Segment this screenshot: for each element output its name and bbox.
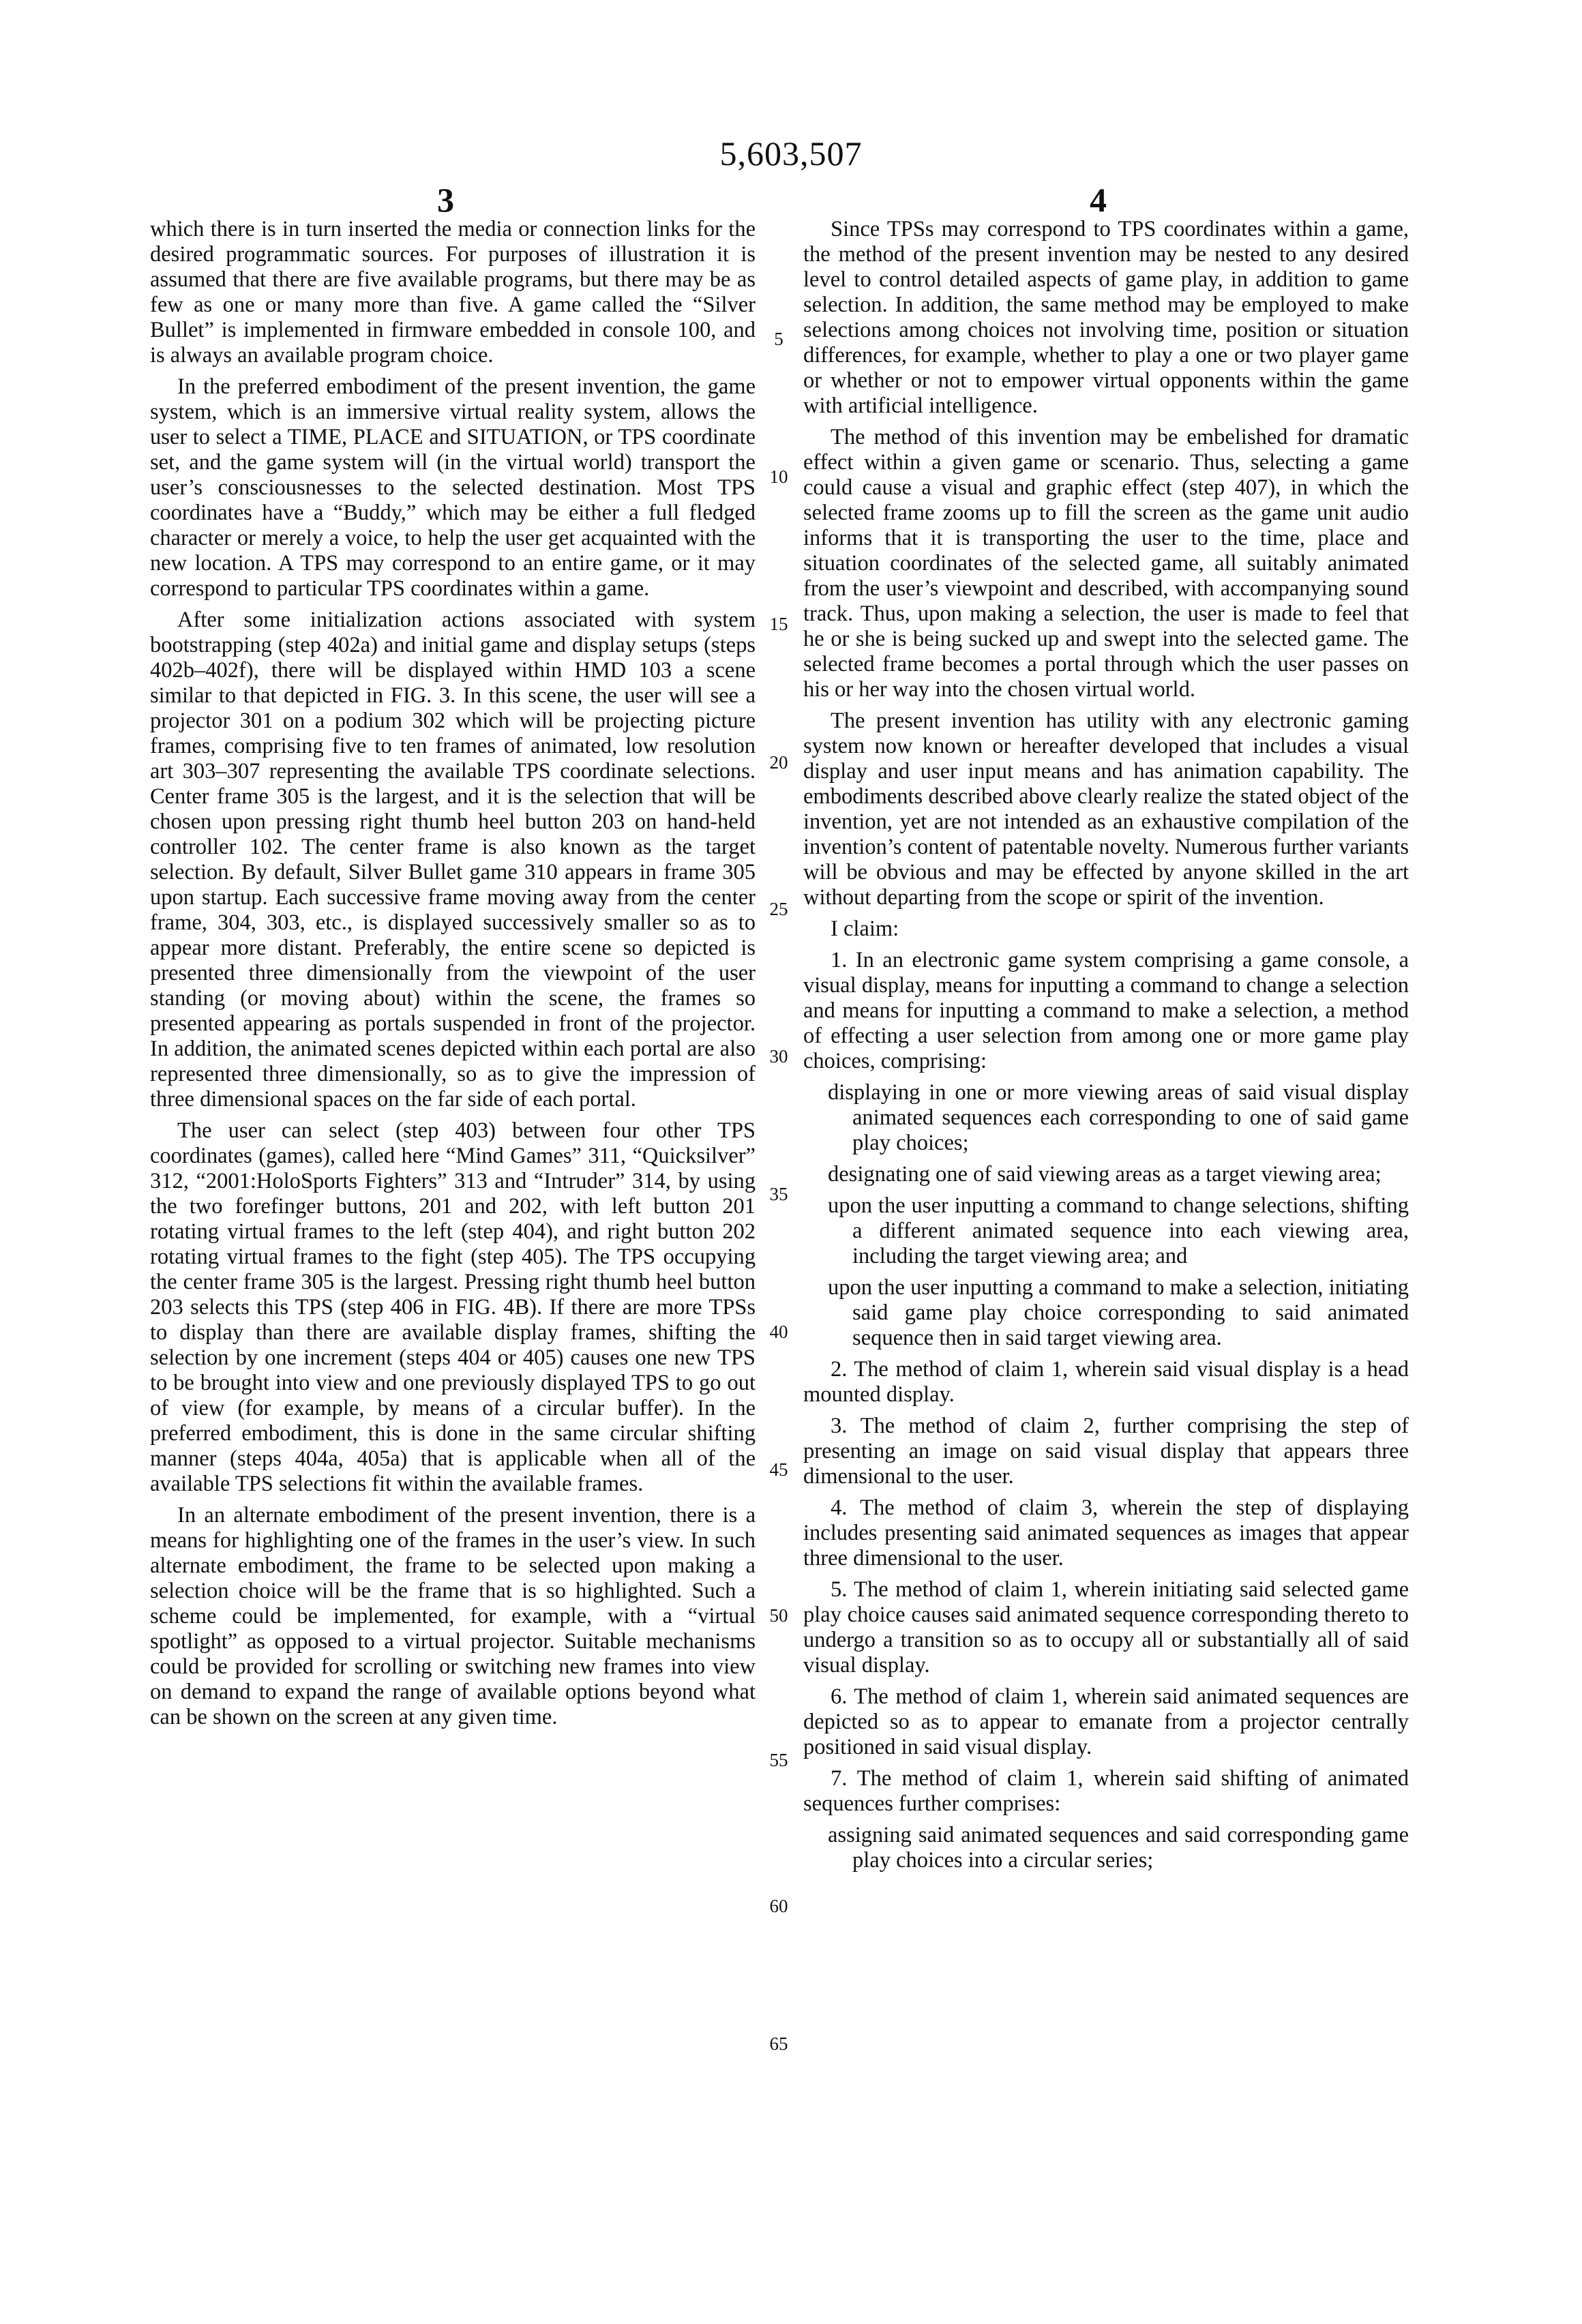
left-column-number: 3	[437, 181, 454, 219]
claim-1: 1. In an electronic game system comprising a game console, a visual display, means for inputting a command to change a selection and means for inputting a command to make a selection, a method of effecting a user selection from among one or more game play choices, comprising:	[803, 948, 1409, 1073]
paragraph: which there is in turn inserted the media or connection links for the desired programmatic sources. For purposes of illustration it is assumed that there are five available programs, but there may be as few as one or many more than five. A game called the “Silver Bullet” is implemented in firmware embedded in console 100, and is always an available program choice.	[150, 217, 756, 368]
claim-5: 5. The method of claim 1, wherein initiating said selected game play choice causes said animated sequence corresponding thereto to undergo a transition so as to occupy all or substantially all of said visual display.	[803, 1577, 1409, 1678]
claim-step: upon the user inputting a command to make a selection, initiating said game play choice corresponding to said animated sequence then in said target viewing area.	[828, 1275, 1409, 1350]
paragraph: The method of this invention may be embelished for dramatic effect within a given game or scenario. Thus, selecting a game could cause a visual and graphic effect (step 407), in which the selected frame zooms up to fill the screen as the game unit audio informs that it is transporting the user to the time, place and situation coordinates of the selected game, all suitably animated from the user’s viewpoint and described, with accompanying sound track. Thus, upon making a selection, the user is made to feel that he or she is being sucked up and swept into the selected game. The selected frame becomes a portal through which the user passes on his or her way into the chosen virtual world.	[803, 425, 1409, 702]
line-number: 65	[769, 2034, 788, 2054]
right-column-number: 4	[1090, 181, 1107, 219]
line-number: 55	[769, 1750, 788, 1770]
line-number: 40	[769, 1322, 788, 1342]
right-column	[803, 217, 1409, 1879]
claim-4: 4. The method of claim 3, wherein the step of displaying includes presenting said animated sequences as images that appear three dimensional to the user.	[803, 1495, 1409, 1570]
claim-6: 6. The method of claim 1, wherein said animated sequences are depicted so as to appear to emanate from a projector centrally positioned in said visual display.	[803, 1684, 1409, 1759]
line-number: 35	[769, 1184, 788, 1204]
claim-step: upon the user inputting a command to change selections, shifting a different animated sequence into each viewing area, including the target viewing area; and	[828, 1193, 1409, 1268]
line-number: 45	[769, 1459, 788, 1480]
line-number: 10	[769, 466, 788, 487]
line-number: 30	[769, 1046, 788, 1067]
paragraph: The present invention has utility with any electronic gaming system now known or hereafter developed that includes a visual display and user input means and has animation capability. The embodiments described above clearly realize the stated object of the invention, yet are not intended as an exhaustive compilation of the invention’s content of patentable novelty. Numerous further variants will be obvious and may be effected by anyone skilled in the art without departing from the scope or spirit of the invention.	[803, 709, 1409, 910]
line-number: 25	[769, 899, 788, 919]
claim-step: designating one of said viewing areas as a target viewing area;	[828, 1162, 1382, 1187]
paragraph: The user can select (step 403) between four other TPS coordinates (games), called here “Mind Games” 311, “Quicksilver” 312, “2001:HoloSports Fighters” 313 and “Intruder” 314, by using the two forefinger buttons, 201 and 202, with left button 201 rotating virtual frames to the left (step 404), and right button 202 rotating virtual frames to the fight (step 405). The TPS occupying the center frame 305 is the largest. Pressing right thumb heel button 203 selects this TPS (step 406 in FIG. 4B). If there are more TPSs to display than there are available display frames, shifting the selection by one increment (steps 404 or 405) causes one new TPS to be brought into view and one previously displayed TPS to go out of view (for example, by means of a circular buffer). In the preferred embodiment, this is done in the same circular shifting manner (steps 404a, 405a) that is applicable when all of the available TPS selections fit within the available frames.	[150, 1118, 756, 1496]
claim-7: 7. The method of claim 1, wherein said shifting of animated sequences further comprises:	[803, 1766, 1409, 1816]
claim-step: displaying in one or more viewing areas of said visual display animated sequences each corresponding to one of said game play choices;	[828, 1080, 1409, 1155]
claims-intro: I claim:	[831, 917, 899, 941]
paragraph: Since TPSs may correspond to TPS coordinates within a game, the method of the present invention may be nested to any desired level to control detailed aspects of game play, in addition to game selection. In addition, the same method may be employed to make selections among choices not involving time, position or situation differences, for example, whether to play a one or two player game or whether or not to empower virtual opponents within the game with artificial intelligence.	[803, 217, 1409, 418]
line-number: 20	[769, 752, 788, 773]
left-column	[150, 217, 756, 1736]
claim-3: 3. The method of claim 2, further comprising the step of presenting an image on said visual display that appears three dimensional to the user.	[803, 1414, 1409, 1489]
line-number: 5	[774, 329, 783, 349]
line-number: 50	[769, 1605, 788, 1626]
paragraph: After some initialization actions associated with system bootstrapping (step 402a) and initial game and display setups (steps 402b–402f), there will be displayed within HMD 103 a scene similar to that depicted in FIG. 3. In this scene, the user will see a projector 301 on a podium 302 which will be projecting picture frames, comprising five to ten frames of animated, low resolution art 303–307 representing the available TPS coordinate selections. Center frame 305 is the largest, and it is the selection that will be chosen upon pressing right thumb heel button 203 on hand-held controller 102. The center frame is also known as the target selection. By default, Silver Bullet game 310 appears in frame 305 upon startup. Each successive frame moving away from the center frame, 304, 303, etc., is displayed successively smaller so as to appear more distant. Preferably, the entire scene so depicted is presented three dimensionally from the viewpoint of the user standing (or moving about) within the scene, the frames so presented appearing as portals suspended in front of the projector. In addition, the animated scenes depicted within each portal are also represented three dimensionally, so as to give the impression of three dimensional spaces on the far side of each portal.	[150, 608, 756, 1112]
line-number: 60	[769, 1896, 788, 1916]
paragraph: In the preferred embodiment of the present invention, the game system, which is an immersive virtual reality system, allows the user to select a TIME, PLACE and SITUATION, or TPS coordinate set, and the game system will (in the virtual world) transport the user’s consciousnesses to the selected destination. Most TPS coordinates have a “Buddy,” which may be either a full fledged character or merely a voice, to help the user get acquainted with the new location. A TPS may correspond to an entire game, or it may correspond to particular TPS coordinates within a game.	[150, 374, 756, 601]
line-number: 15	[769, 614, 788, 634]
paragraph: In an alternate embodiment of the present invention, there is a means for highlighting one of the frames in the user’s view. In such alternate embodiment, the frame to be selected upon making a selection choice will be the frame that is so highlighted. Such a scheme could be implemented, for example, with a “virtual spotlight” as opposed to a virtual projector. Suitable mechanisms could be provided for scrolling or switching new frames into view on demand to expand the range of available options beyond what can be shown on the screen at any given time.	[150, 1503, 756, 1729]
patent-number: 5,603,507	[719, 134, 863, 173]
claim-step: assigning said animated sequences and said corresponding game play choices into a circular series;	[828, 1823, 1409, 1873]
claim-2: 2. The method of claim 1, wherein said visual display is a head mounted display.	[803, 1357, 1409, 1407]
